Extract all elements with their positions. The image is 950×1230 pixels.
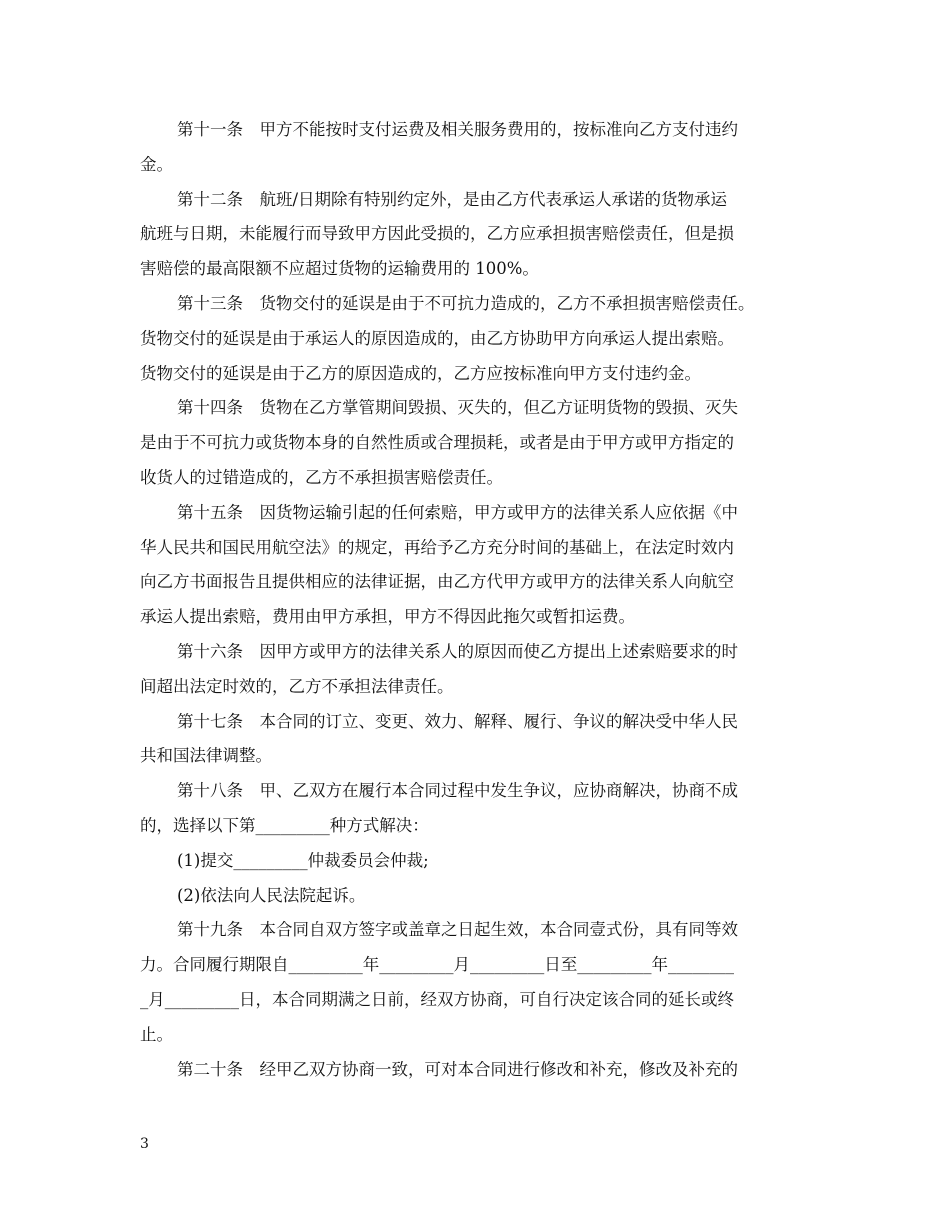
text-line: 间超出法定时效的，乙方不承担法律责任。 [140, 676, 454, 696]
text-line: 第十三条 货物交付的延误是由于不可抗力造成的，乙方不承担损害赔偿责任。 [177, 293, 755, 313]
text-line: 第十六条 因甲方或甲方的法律关系人的原因而使乙方提出上述索赔要求的时 [177, 641, 738, 661]
text-line: 向乙方书面报告且提供相应的法律证据，由乙方代甲方或甲方的法律关系人向航空 [140, 572, 734, 592]
text-line: 第十七条 本合同的订立、变更、效力、解释、履行、争议的解决受中华人民 [177, 711, 738, 731]
text-line: 货物交付的延误是由于乙方的原因造成的，乙方应按标准向甲方支付违约金。 [140, 363, 701, 383]
text-line: (2)依法向人民法院起诉。 [177, 885, 366, 905]
text-line: 第十九条 本合同自双方签字或盖章之日起生效，本合同壹式份，具有同等效 [177, 920, 738, 940]
text-line: 是由于不可抗力或货物本身的自然性质或合理损耗，或者是由于甲方或甲方指定的 [140, 433, 734, 453]
text-line: 金。 [140, 154, 173, 174]
text-line: 华人民共和国民用航空法》的规定，再给予乙方充分时间的基础上，在法定时效内 [140, 537, 734, 557]
text-line: 收货人的过错造成的，乙方不承担损害赔偿责任。 [140, 467, 503, 487]
text-line: 第十五条 因货物运输引起的任何索赔，甲方或甲方的法律关系人应依据《中 [177, 502, 738, 522]
text-line: 止。 [140, 1024, 173, 1044]
text-line: 货物交付的延误是由于承运人的原因造成的，由乙方协助甲方向承运人提出索赔。 [140, 328, 734, 348]
text-line: 共和国法律调整。 [140, 746, 272, 766]
text-line: 第二十条 经甲乙双方协商一致，可对本合同进行修改和补充，修改及补充的 [177, 1059, 738, 1079]
text-line: 的，选择以下第_________种方式解决： [140, 815, 429, 835]
text-line: 害赔偿的最高限额不应超过货物的运输费用的 100%。 [140, 259, 539, 279]
text-line: _月_________日，本合同期满之日前，经双方协商，可自行决定该合同的延长或终 [140, 989, 734, 1009]
page-number: 3 [140, 1136, 149, 1152]
text-line: 第十二条 航班/日期除有特别约定外，是由乙方代表承运人承诺的货物承运 [177, 189, 728, 209]
text-line: 第十一条 甲方不能按时支付运费及相关服务费用的，按标准向乙方支付违约 [177, 120, 738, 139]
text-line: 力。合同履行期限自_________年_________月_________日至_________年________ [140, 955, 734, 975]
text-line: 第十四条 货物在乙方掌管期间毁损、灭失的，但乙方证明货物的毁损、灭失 [177, 398, 738, 418]
text-line: 第十八条 甲、乙双方在履行本合同过程中发生争议，应协商解决，协商不成 [177, 781, 738, 801]
contract-body-text [140, 113, 812, 1087]
text-line: 航班与日期，未能履行而导致甲方因此受损的，乙方应承担损害赔偿责任，但是损 [140, 224, 734, 244]
text-line: 承运人提出索赔，费用由甲方承担，甲方不得因此拖欠或暂扣运费。 [140, 607, 635, 627]
text-line: (1)提交_________仲裁委员会仲裁; [177, 850, 429, 870]
